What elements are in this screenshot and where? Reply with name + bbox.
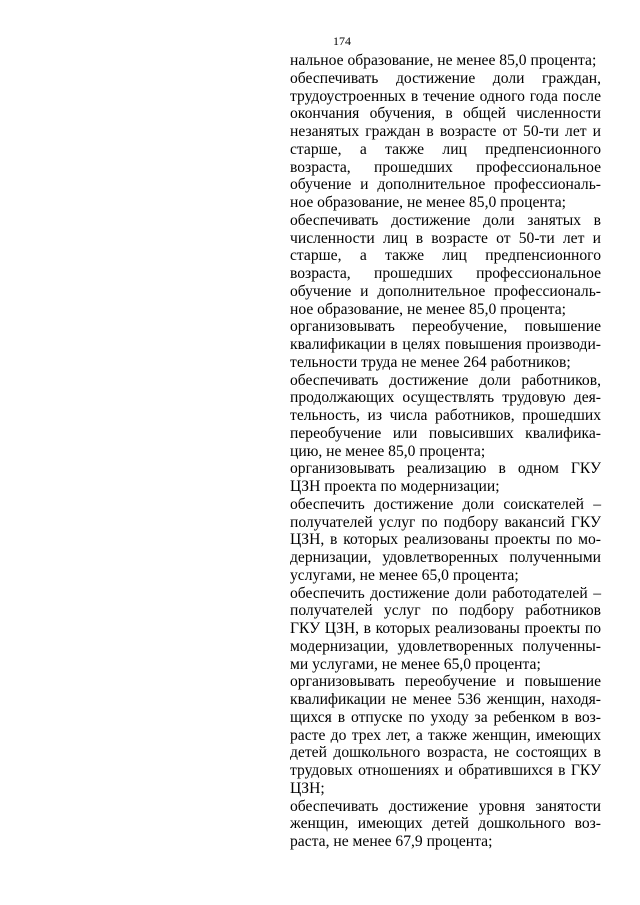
text-line: окончания обучения, в общей численности bbox=[290, 105, 601, 123]
paragraph bbox=[290, 70, 601, 212]
text-line: возраста, прошедших профессиональное bbox=[290, 265, 601, 282]
paragraph bbox=[290, 372, 601, 461]
text-line: трудоустроенных в течение одного года после bbox=[290, 87, 601, 105]
text-line: тельности труда не менее 264 работников; bbox=[290, 353, 571, 371]
text-line: обеспечить достижение доли работодателей – bbox=[290, 584, 601, 602]
document-body bbox=[290, 52, 601, 851]
text-line: незанятых граждан в возрасте от 50-ти лет и bbox=[290, 123, 601, 140]
text-line: обеспечивать достижение уровня занятости bbox=[290, 797, 601, 815]
paragraph bbox=[290, 212, 601, 319]
text-line: старше, а также лиц предпенсионного bbox=[290, 140, 601, 158]
text-line: ное образование, не менее 85,0 процента; bbox=[290, 300, 566, 318]
paragraph bbox=[290, 460, 601, 496]
text-line: ЦЗН, в которых реализованы проекты по мо- bbox=[290, 531, 601, 549]
text-line: получателей услуг по подбору работников bbox=[290, 602, 601, 620]
text-line: ное образование, не менее 85,0 процента; bbox=[290, 194, 566, 211]
text-line: щихся в отпуске по уходу за ребенком в воз- bbox=[290, 708, 601, 726]
text-line: детей дошкольного возраста, не состоящих в bbox=[290, 744, 601, 762]
text-line: обеспечивать достижение доли работников, bbox=[290, 371, 601, 389]
text-line: дернизации, удовлетворенных полученными bbox=[290, 549, 601, 566]
paragraph bbox=[290, 318, 601, 371]
text-line: возраста, прошедших профессиональное bbox=[290, 158, 601, 176]
text-line: обучение и дополнительное профессиональ- bbox=[290, 176, 601, 194]
text-line: услугами, не менее 65,0 процента; bbox=[290, 566, 519, 584]
paragraph bbox=[290, 52, 601, 70]
paragraph bbox=[290, 585, 601, 674]
text-line: обеспечивать достижение доли граждан, bbox=[290, 69, 601, 87]
paragraph bbox=[290, 798, 601, 851]
text-line: модернизации, удовлетворенных полученны- bbox=[290, 637, 601, 655]
paragraph bbox=[290, 673, 601, 797]
text-line: тельность, из числа работников, прошедших bbox=[290, 407, 601, 424]
text-line: обеспечивать достижение доли занятых в bbox=[290, 211, 601, 229]
text-line: трудовых отношениях и обратившихся в ГКУ bbox=[290, 762, 601, 779]
text-line: ГКУ ЦЗН, в которых реализованы проекты по bbox=[290, 620, 601, 637]
text-line: квалификации не менее 536 женщин, находя- bbox=[290, 691, 601, 708]
text-line: старше, а также лиц предпенсионного bbox=[290, 247, 601, 265]
text-line: численности лиц в возрасте от 50-ти лет и bbox=[290, 229, 601, 247]
text-line: квалификации в целях повышения производи- bbox=[290, 336, 601, 353]
text-line: переобучение или повысивших квалифика- bbox=[290, 424, 601, 442]
text-line: женщин, имеющих детей дошкольного воз- bbox=[290, 815, 601, 833]
text-line: цию, не менее 85,0 процента; bbox=[290, 442, 486, 460]
text-line: расте до трех лет, а также женщин, имеющих bbox=[290, 726, 601, 744]
text-line: ЦЗН проекта по модернизации; bbox=[290, 478, 500, 495]
text-line: ЦЗН; bbox=[290, 779, 325, 797]
text-line: организовывать переобучение, повышение bbox=[290, 318, 601, 336]
text-line: нальное образование, не менее 85,0 процента; bbox=[290, 52, 597, 69]
text-line: получателей услуг по подбору вакансий ГКУ bbox=[290, 513, 601, 531]
text-line: раста, не менее 67,9 процента; bbox=[290, 833, 493, 850]
text-line: обучение и дополнительное профессиональ- bbox=[290, 282, 601, 300]
text-line: организовывать переобучение и повышение bbox=[290, 673, 601, 691]
text-line: ми услугами, не менее 65,0 процента; bbox=[290, 655, 541, 673]
text-line: продолжающих осуществлять трудовую дея- bbox=[290, 389, 601, 407]
page-number: 174 bbox=[333, 34, 351, 48]
text-line: организовывать реализацию в одном ГКУ bbox=[290, 460, 601, 478]
paragraph bbox=[290, 496, 601, 585]
text-line: обеспечить достижение доли соискателей – bbox=[290, 495, 601, 513]
